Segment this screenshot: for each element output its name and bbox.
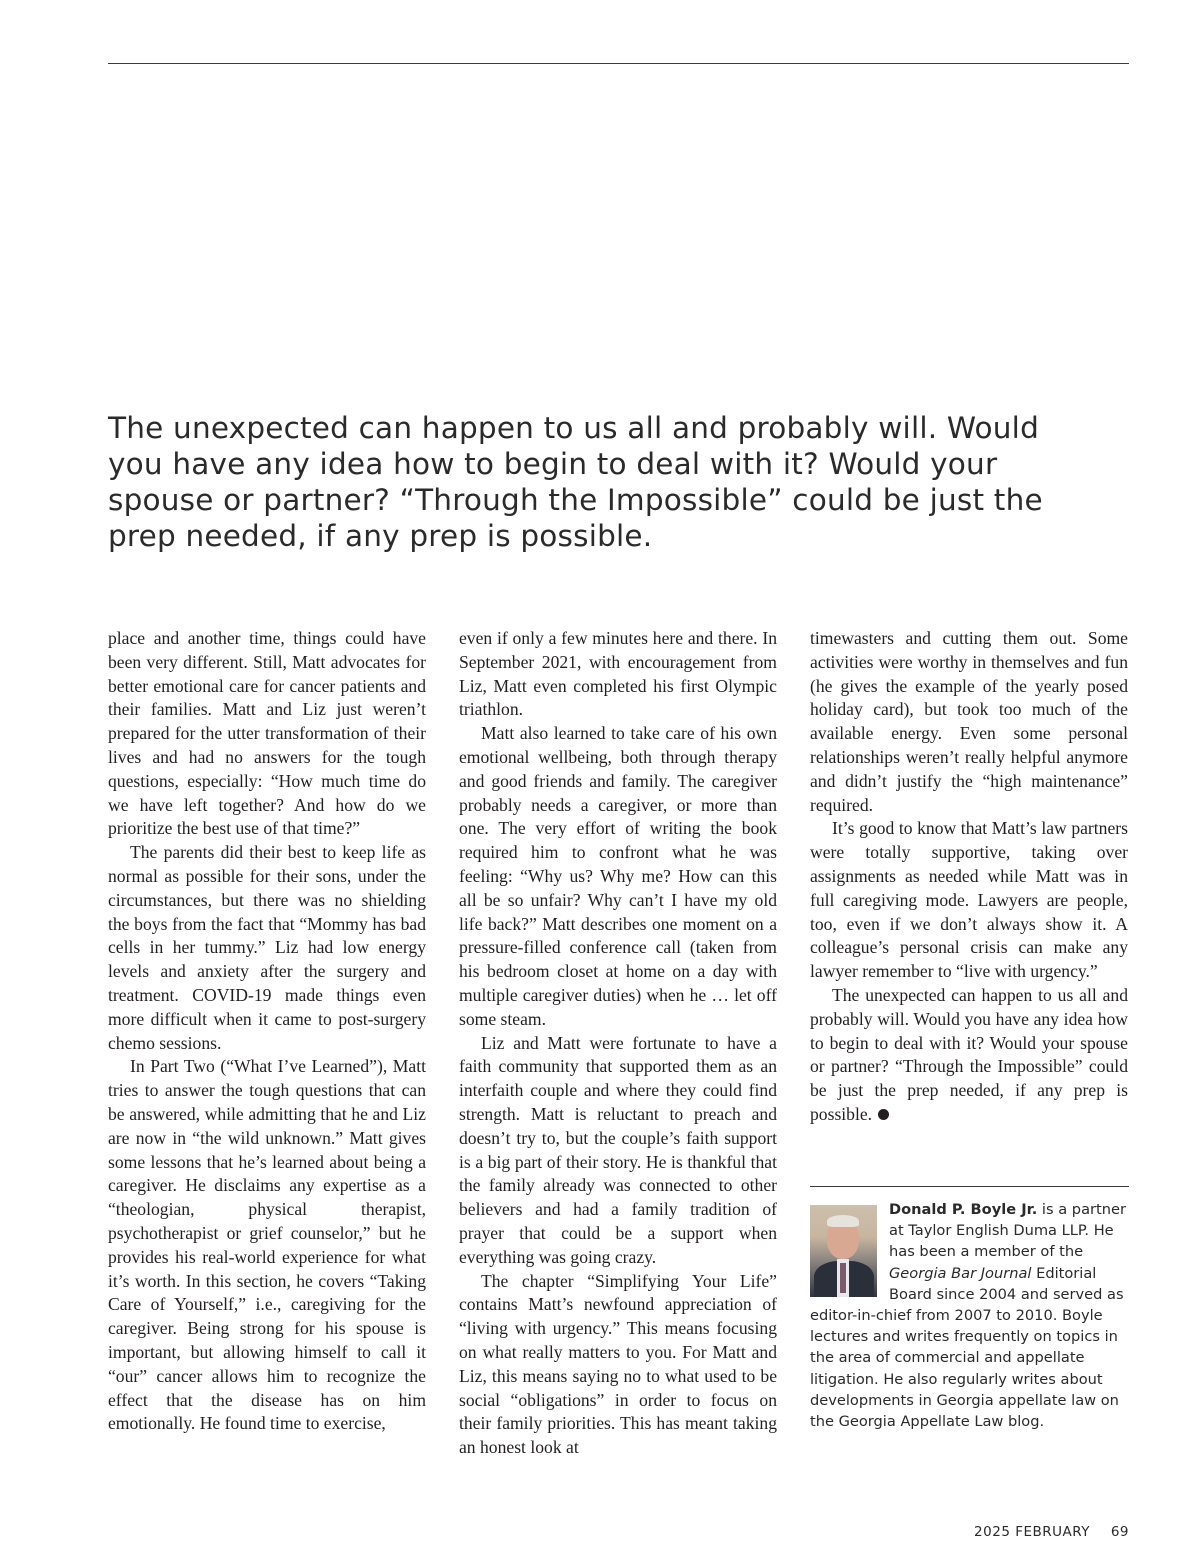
author-photo <box>810 1205 877 1297</box>
article-paragraph-final <box>810 984 1128 1127</box>
article-column-2 <box>459 627 777 1460</box>
author-name: Donald P. Boyle Jr. <box>889 1201 1038 1218</box>
publication-name: Georgia Bar Journal <box>889 1264 1032 1282</box>
page-footer <box>974 1524 1129 1540</box>
issue-label: 2025 FEBRUARY <box>974 1524 1091 1540</box>
article-column-1 <box>108 627 426 1436</box>
end-mark-icon <box>878 1109 889 1120</box>
top-rule <box>108 63 1129 64</box>
article-paragraph: It’s good to know that Matt’s law partners were totally supportive, taking over assignments as needed while Matt was in full caregiving mode. Lawyers are people, too, even if we don’t always show it. A colleague’s personal crisis can make any lawyer remember to “live with urgency.” <box>810 818 1128 982</box>
author-bio <box>810 1199 1132 1432</box>
final-paragraph-text: The unexpected can happen to us all and probably will. Would you have any idea how to begin to deal with it? Would your spouse or partner? “Through the Impossible” could be just the prep needed, if any prep is possible. <box>810 984 1128 1124</box>
article-paragraph: In Part Two (“What I’ve Learned”), Matt tries to answer the tough questions that can be answered, while admitting that he and Liz are now in “the wild unknown.” Matt gives some lessons that he’s learned about being a caregiver. He disclaims any expertise as a “theologian, physical therapist, psychotherapist or grief counselor,” but he provides his real-world experience for what it’s worth. In this section, he covers “Taking Care of Yourself,” i.e., caregiving for the caregiver. Being strong for his spouse is important, but allowing himself to call it “our” cancer allows him to recognize the effect that the disease has on him emotionally. He found time to exercise, <box>108 1056 426 1434</box>
article-paragraph: The parents did their best to keep life as normal as possible for their sons, under the circumstances, but there was no shielding the boys from the fact that “Mommy has bad cells in her tummy.” Liz had low energy levels and anxiety after the surgery and treatment. COVID-19 made things even more difficult when it came to post-surgery chemo sessions. <box>108 842 426 1053</box>
article-paragraph: place and another time, things could have been very different. Still, Matt advocates for better emotional care for cancer patients and their families. Matt and Liz just weren’t prepared for the utter transformation of their lives and had no answers for the tough questions, especially: “How much time do we have left together? And how do we prioritize the best use of that time?” <box>108 628 426 839</box>
article-paragraph: The chapter “Simplifying Your Life” contains Matt’s newfound appreciation of “living with urgency.” This means focusing on what really matters to you. For Matt and Liz, this means saying no to what used to be social “obligations” in order to focus on their family priorities. This has meant taking an honest look at <box>459 1270 777 1458</box>
article-column-3 <box>810 627 1128 1127</box>
article-paragraph: Liz and Matt were fortunate to have a faith community that supported them as an interfaith couple and where they could find strength. Matt is reluctant to preach and doesn’t try to, but the couple’s faith support is a big part of their story. He is thankful that the family already was connected to other believers and had a family tradition of prayer that could be a support when everything was going crazy. <box>459 1032 777 1267</box>
article-paragraph: Matt also learned to take care of his own emotional wellbeing, both through therapy and good friends and family. The caregiver probably needs a caregiver, or more than one. The very effort of writing the book required him to confront what he was feeling: “Why us? Why me? How can this all be so unfair? Why can’t I have my old life back?” Matt describes one moment on a pressure-filled conference call (taken from his bedroom closet at home on a day with multiple caregiver duties) when he … let off some steam. <box>459 723 777 1029</box>
article-paragraph: timewasters and cutting them out. Some activities were worthy in themselves and fun (he gives the example of the yearly posed holiday card), but took too much of the available energy. Even some personal relationships weren’t really helpful anymore and didn’t justify the “high maintenance” required. <box>810 628 1128 815</box>
page-number: 69 <box>1110 1524 1129 1540</box>
article-paragraph: even if only a few minutes here and there. In September 2021, with encouragement from Liz, Matt even completed his first Olympic triathlon. <box>459 628 777 720</box>
bio-rule <box>810 1186 1129 1187</box>
pull-quote: The unexpected can happen to us all and probably will. Would you have any idea how to begin to deal with it? Would your spouse or partner? “Through the Impossible” could be just the prep needed, if any prep is possible. <box>108 411 1043 553</box>
bio-text: is a partner at Taylor English Duma LLP. He has been a member of the <box>889 1201 1126 1261</box>
bio-text: Editorial Board since 2004 and served as editor-in-chief from 2007 to 2010. Boyle lectures and writes frequently on topics in the area of commercial and appellate litigation. He also regularly writes about developments in Georgia appellate law on the Georgia Appellate Law blog. <box>810 1264 1124 1431</box>
